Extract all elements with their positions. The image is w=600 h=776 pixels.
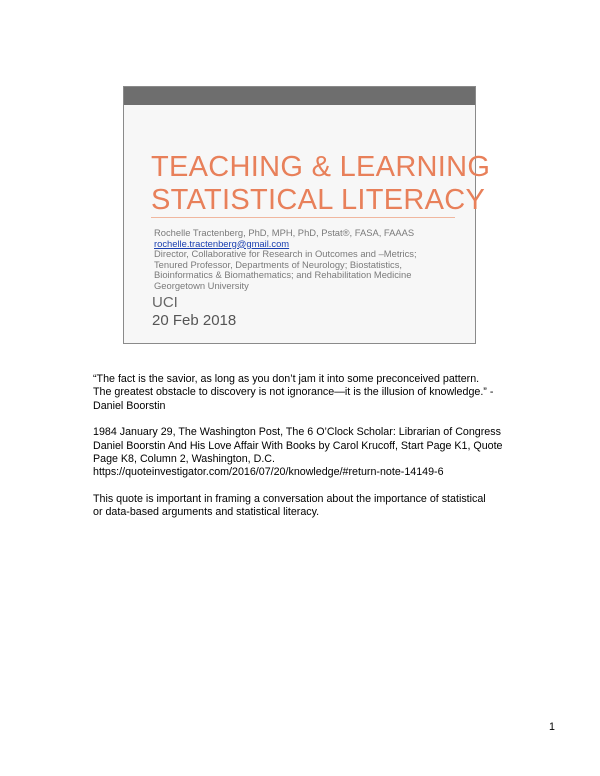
title-divider [151,217,455,218]
presentation-date: 20 Feb 2018 [152,312,237,329]
comment-line: This quote is important in framing a conversation about the importance of statistical [93,492,486,505]
author-email-link[interactable]: rochelle.tractenberg@gmail.com [154,237,290,249]
citation-line: Daniel Boorstin And His Love Affair With Books by Carol Krucoff, Start Page K1, Quote [93,439,503,452]
slide-title [151,151,491,217]
slide-title-line: TEACHING & LEARNING [151,151,491,183]
slide-thumbnail [123,86,491,344]
affiliation-line: Georgetown University [154,279,249,291]
affiliation-line: Tenured Professor, Departments of Neurology; Biostatistics, [154,258,403,270]
slide-title-line: STATISTICAL LITERACY [151,184,486,216]
speaker-notes [93,373,533,533]
citation-line: Page K8, Column 2, Washington, D.C. [93,453,275,466]
citation-url[interactable]: https://quoteinvestigator.com/2016/07/20/knowledge/#return-note-14149-6 [93,466,444,479]
citation-line: 1984 January 29, The Washington Post, The 6 O’Clock Scholar: Librarian of Congress [93,426,501,439]
slide-header-bar [124,87,475,105]
author-name: Rochelle Tractenberg, PhD, MPH, PhD, Pstat®, FASA, FAAAS [154,227,415,238]
quote-line: The greatest obstacle to discovery is not ignorance—it is the illusion of knowledge.” - [93,386,494,399]
quote-paragraph [93,373,533,413]
presentation-place: UCI [152,294,178,311]
page-number: 1 [549,721,555,733]
quote-line: Daniel Boorstin [93,399,166,412]
comment-paragraph [93,493,533,520]
affiliation-line: Director, Collaborative for Research in Outcomes and –Metrics; [154,248,417,260]
author-block [154,228,472,292]
citation-paragraph [93,426,533,480]
affiliation-line: Bioinformatics & Biomathematics; and Rehabilitation Medicine [154,269,412,281]
comment-line: or data-based arguments and statistical literacy. [93,506,320,519]
quote-line: “The fact is the savior, as long as you don’t jam it into some preconceived pattern. [93,373,480,385]
